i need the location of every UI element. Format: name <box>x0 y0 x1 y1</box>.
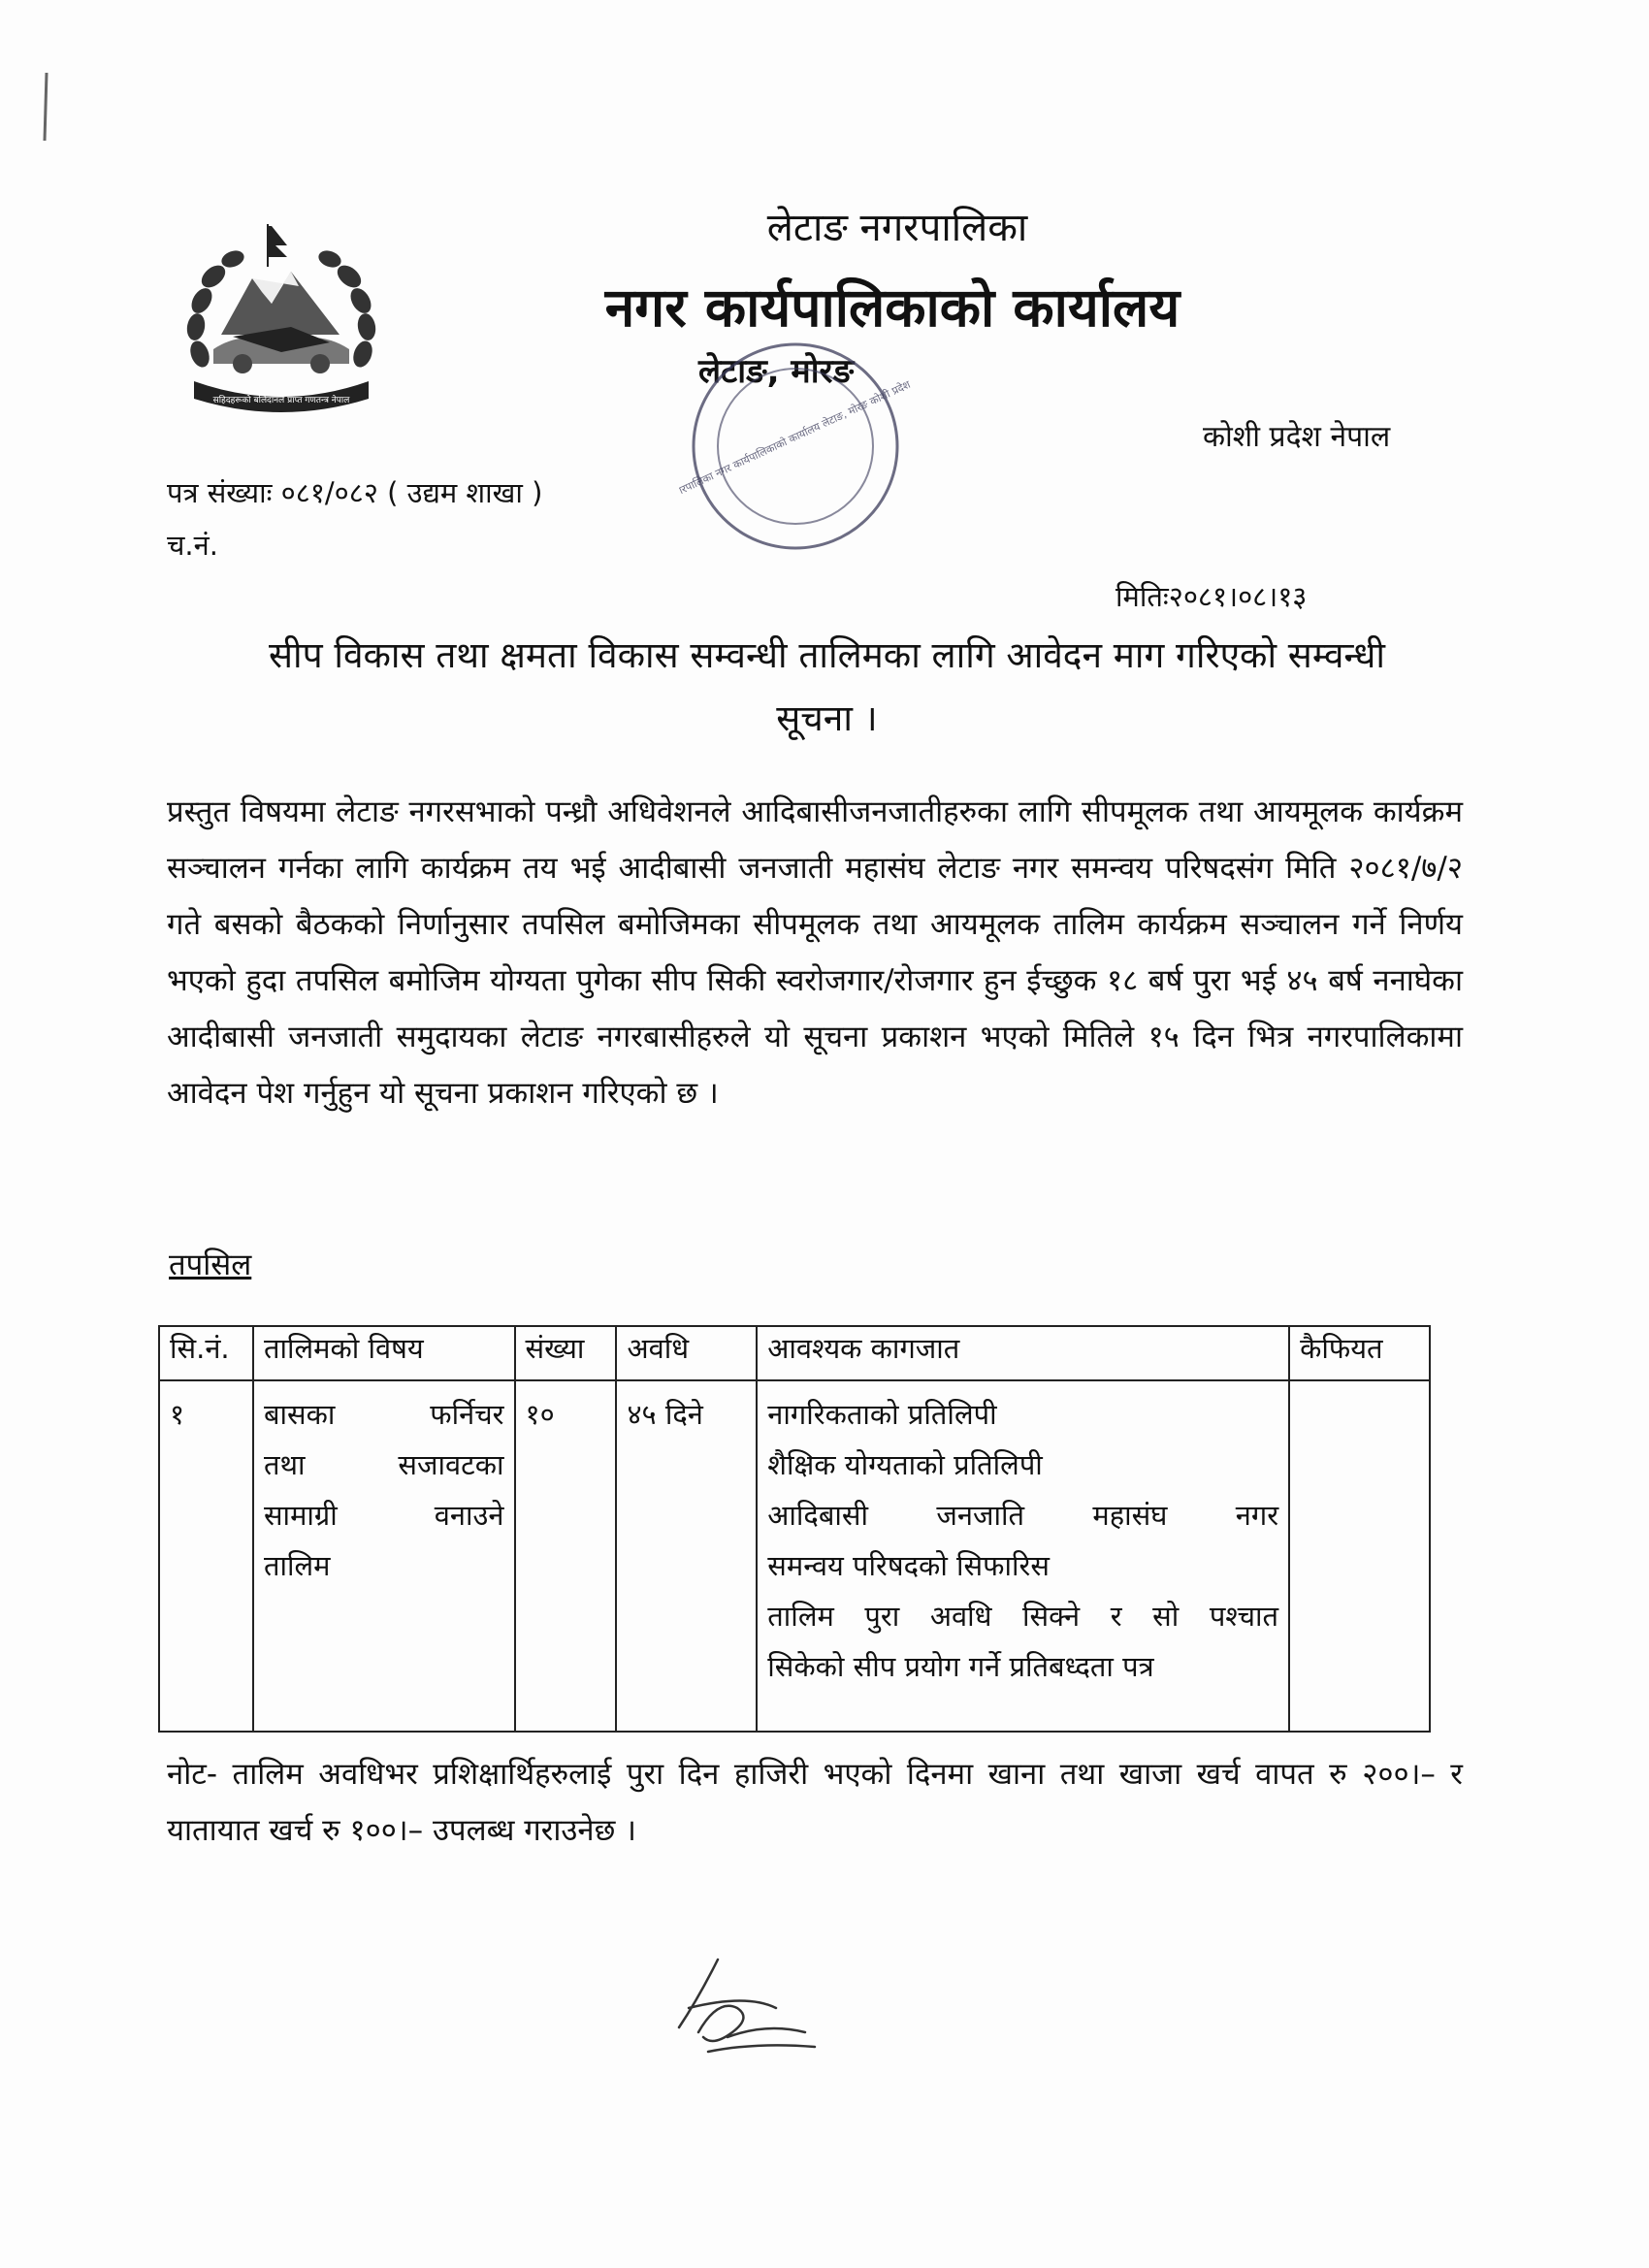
schedule-heading: तपसिल <box>169 1247 252 1282</box>
subject-line-2: सूचना । <box>776 697 878 739</box>
document-item: समन्वय परिषदको सिफारिस <box>767 1549 1051 1582</box>
pencil-mark <box>43 73 48 141</box>
notice-note: नोट- तालिम अवधिभर प्रशिक्षार्थिहरुलाई पुरा दिन हाजिरी भएको दिनमा खाना तथा खाजा खर्च वापत रु २००।– र यातायात खर्च रु १००।– उपलब्ध गराउनेछ । <box>167 1757 1463 1848</box>
office-name: नगर कार्यपालिकाको कार्यालय <box>604 276 1180 339</box>
col-remarks: कैफियत <box>1289 1326 1430 1380</box>
col-count: संख्या <box>515 1326 617 1380</box>
reference-number: पत्र संख्याः ०८१/०८२ ( उद्यम शाखा ) <box>167 476 543 509</box>
subject-line: तथा सजावटका <box>263 1448 504 1481</box>
col-training-subject: तालिमको विषय <box>253 1326 515 1380</box>
cell-count: १० <box>515 1380 617 1732</box>
office-stamp <box>679 330 912 563</box>
signature <box>660 1940 834 2066</box>
notice-subject <box>155 624 1499 750</box>
cell-serial: १ <box>159 1380 253 1732</box>
subject-line: तालिम <box>263 1549 331 1582</box>
col-documents: आवश्यक कागजात <box>757 1326 1289 1380</box>
cell-training-subject <box>253 1380 515 1732</box>
svg-text:लेटाङ नगरपालिका नगर कार्यपालिक: नगरपालिका नगर कार्यपालिकाको कार्यालय लेटाङ, मोरङ कोशी प्रदेश, <box>679 376 912 502</box>
letter-date: मितिः२०८१।०८।१३ <box>1116 580 1308 613</box>
table-row <box>159 1380 1430 1732</box>
subject-line: सामाग्री वनाउने <box>263 1499 504 1532</box>
office-address: लेटाङ, मोरङ <box>698 352 855 391</box>
province-name: कोशी प्रदेश नेपाल <box>1203 420 1391 454</box>
document-item: नागरिकताको प्रतिलिपी <box>767 1398 997 1431</box>
notice-body: प्रस्तुत विषयमा लेटाङ नगरसभाको पन्ध्रौ अधिवेशनले आदिबासीजनजातीहरुका लागि सीपमूलक तथा आयमूलक कार्यक्रम सञ्चालन गर्नका लागि कार्यक्रम तय भई आदीबासी जनजाती महासंघ लेटाङ नगर समन्वय परिषदसंग मिति २०८१/७/२ गते बसको बैठकको निर्णानुसार तपसिल बमोजिमका सीपमूलक तथा आयमूलक तालिम कार्यक्रम सञ्चालन गर्ने निर्णय भएको हुदा तपसिल बमोजिम योग्यता पुगेका सीप सिकी स्वरोजगार/रोजगार हुन ईच्छुक १८ बर्ष पुरा भई ४५ बर्ष ननाघेका आदीबासी जनजाती समुदायका लेटाङ नगरबासीहरुले यो सूचना प्रकाशन भएको मितिले १५ दिन भित्र नगरपालिकामा आवेदन पेश गर्नुहुन यो सूचना प्रकाशन गरिएको छ । <box>167 794 1463 1111</box>
municipality-name: लेटाङ नगरपालिका <box>766 206 1028 250</box>
svg-text:सहिदहरूको बलिदानले प्राप्त गणत: सहिदहरूको बलिदानले प्राप्त गणतन्त्र नेपाल <box>212 396 350 405</box>
dispatch-number: च.नं. <box>167 529 218 562</box>
cell-duration: ४५ दिने <box>616 1380 757 1732</box>
cell-remarks <box>1289 1380 1430 1732</box>
document-item: तालिम पुरा अवधि सिक्ने र सो पश्चात <box>767 1600 1279 1633</box>
subject-line: बासका फर्निचर <box>263 1398 504 1431</box>
col-duration: अवधि <box>616 1326 757 1380</box>
document-item: आदिबासी जनजाति महासंघ नगर <box>767 1499 1279 1532</box>
cell-documents <box>757 1380 1289 1732</box>
col-serial: सि.नं. <box>159 1326 253 1380</box>
schedule-table <box>158 1325 1431 1733</box>
document-item: शैक्षिक योग्यताको प्रतिलिपी <box>767 1448 1043 1481</box>
subject-line-1: सीप विकास तथा क्षमता विकास सम्वन्धी तालिमका लागि आवेदन माग गरिएको सम्वन्धी <box>268 634 1386 676</box>
document-item: सिकेको सीप प्रयोग गर्ने प्रतिबध्दता पत्र <box>767 1650 1154 1683</box>
table-header-row <box>159 1326 1430 1380</box>
